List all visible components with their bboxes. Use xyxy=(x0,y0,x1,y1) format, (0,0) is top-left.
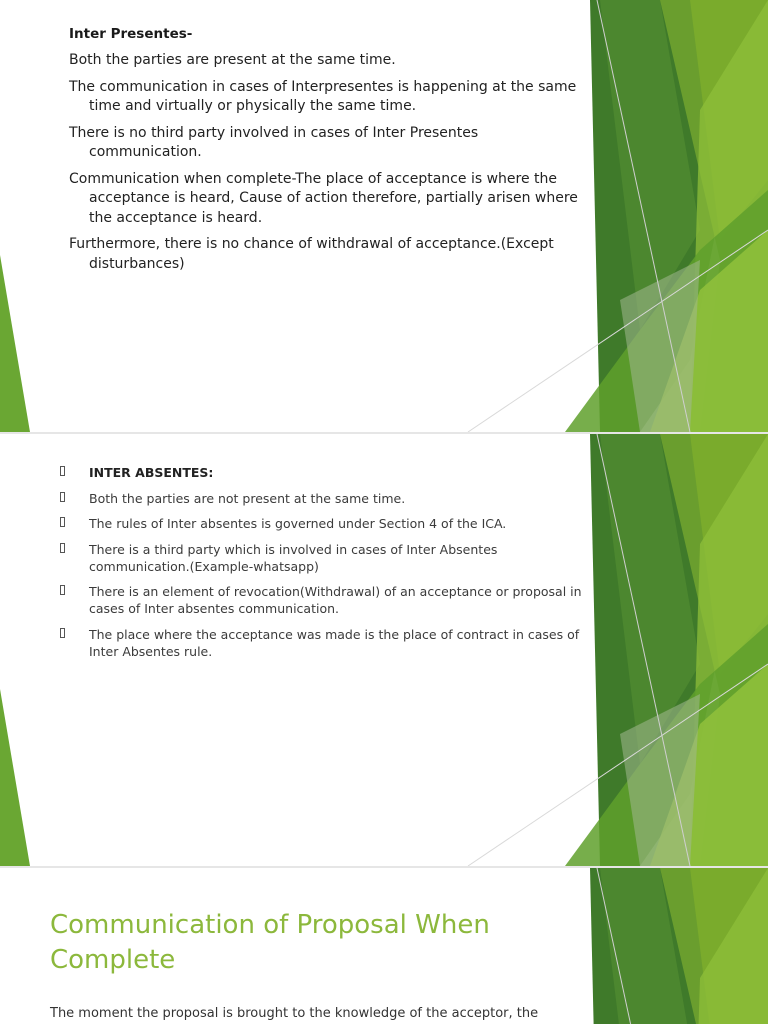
list-item-text: The rules of Inter absentes is governed under Section 4 of the ICA. xyxy=(89,516,507,531)
list-item-text: The place where the acceptance was made is the place of contract in cases of Inter Absentes rule. xyxy=(89,626,580,659)
list-item-text: INTER ABSENTES: xyxy=(89,465,214,480)
bullet-list xyxy=(60,464,590,668)
list-item: There is no third party involved in cases of Inter Presentes communication. xyxy=(69,124,479,160)
bullet-icon xyxy=(60,543,65,553)
bullet-icon xyxy=(60,585,65,595)
bullet-icon xyxy=(60,517,65,527)
list-item xyxy=(60,515,590,532)
slide-communication-of-proposal xyxy=(0,868,768,1024)
list-item xyxy=(60,583,590,617)
slide-title: Communication of Proposal When Complete xyxy=(50,910,490,975)
list-item: Both the parties are present at the same time. xyxy=(69,52,396,68)
list-item-text: Both the parties are not present at the same time. xyxy=(89,490,406,506)
list-item xyxy=(60,541,590,575)
list-item: The communication in cases of Interpresentes is happening at the same time and virtually or physically the same time. xyxy=(69,78,577,114)
slide-body-text: The moment the proposal is brought to the knowledge of the acceptor, the xyxy=(50,1006,539,1021)
slide-inter-absentes xyxy=(0,434,768,866)
slide-heading: Inter Presentes- xyxy=(69,26,193,42)
bullet-list xyxy=(69,51,589,281)
list-item-text: There is a third party which is involved in cases of Inter Absentes communication.(Example-whatsapp) xyxy=(89,541,498,574)
list-item-text: There is an element of revocation(Withdrawal) of an acceptance or proposal in cases of Inter absentes communication. xyxy=(89,584,582,616)
list-item xyxy=(60,490,590,507)
bullet-icon xyxy=(60,466,65,476)
list-item xyxy=(60,464,590,481)
bullet-icon xyxy=(60,492,65,502)
slide-inter-presentes xyxy=(0,0,768,432)
list-item: Furthermore, there is no chance of withdrawal of acceptance.(Except disturbances) xyxy=(69,236,554,272)
bullet-icon xyxy=(60,628,65,638)
list-item xyxy=(60,626,590,660)
list-item: Communication when complete-The place of acceptance is where the acceptance is heard, Cause of action therefore, partially arisen where the acceptance is heard. xyxy=(69,170,578,226)
